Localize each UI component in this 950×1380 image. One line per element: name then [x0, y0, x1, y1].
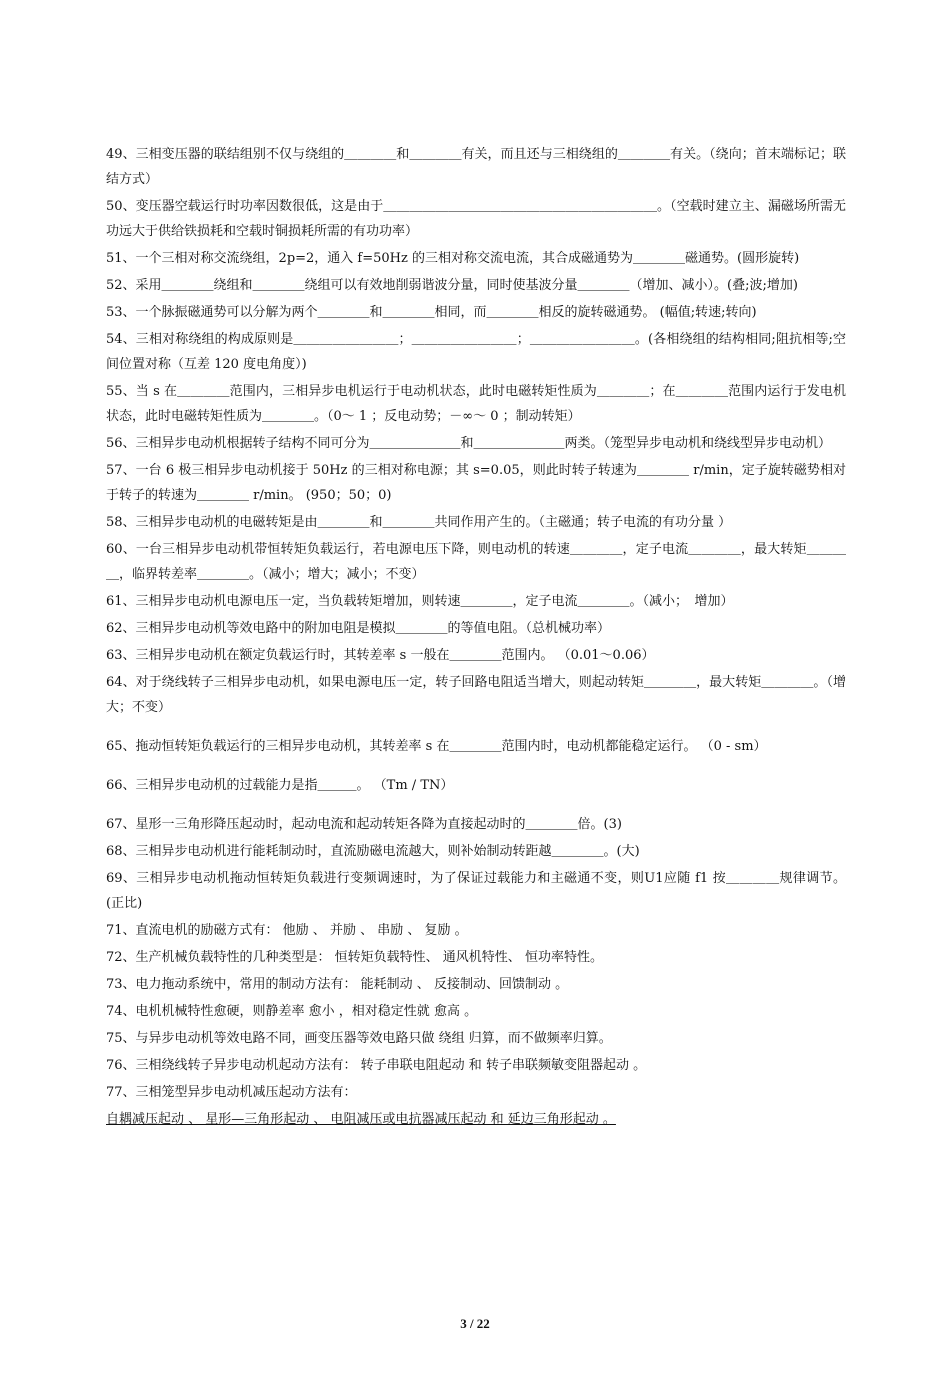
question-73: 73、电力拖动系统中，常用的制动方法有： 能耗制动 、 反接制动、回馈制动 。: [106, 977, 569, 992]
question-67: 67、星形一三角形降压起动时，起动电流和起动转矩各降为直接起动时的＿＿＿＿倍。(3): [106, 817, 622, 832]
question-51: 51、一个三相对称交流绕组，2p=2，通入 f=50Hz 的三相对称交流电流，其合成磁通势为＿＿＿＿磁通势。(圆形旋转): [106, 251, 800, 266]
question-60: 60、一台三相异步电动机带恒转矩负载运行，若电源电压下降，则电动机的转速＿＿＿＿，定子电流＿＿＿＿，最大转矩＿＿＿＿，临界转差率＿＿＿＿。（减小；增大；减小；不变）: [106, 542, 846, 582]
question-77: 77、三相笼型异步电动机减压起动方法有：: [106, 1085, 357, 1100]
question-61: 61、三相异步电动机电源电压一定，当负载转矩增加，则转速＿＿＿＿，定子电流＿＿＿＿。（减小； 增加）: [106, 594, 734, 609]
question-77-answer: 自耦减压起动 、 星形—三角形起动 、 电阻减压或电抗器减压起动 和 延边三角形起动 。: [106, 1112, 616, 1127]
question-71: 71、直流电机的励磁方式有： 他励 、 并励 、 串励 、 复励 。: [106, 923, 468, 938]
question-54: 54、三相对称绕组的构成原则是＿＿＿＿＿＿＿＿；＿＿＿＿＿＿＿＿；＿＿＿＿＿＿＿＿。(各相绕组的结构相同;阻抗相等;空间位置对称（互差 120 度电角度）): [106, 332, 846, 372]
question-74: 74、电机机械特性愈硬，则静差率 愈小 ，相对稳定性就 愈高 。: [106, 1004, 478, 1019]
question-72: 72、生产机械负载特性的几种类型是： 恒转矩负载特性、 通风机特性、 恒功率特性。: [106, 950, 603, 965]
question-65: 65、拖动恒转矩负载运行的三相异步电动机，其转差率 s 在＿＿＿＿范围内时，电动机都能稳定运行。 （0 - sm）: [106, 739, 767, 754]
question-57: 57、一台 6 极三相异步电动机接于 50Hz 的三相对称电源；其 s=0.05，则此时转子转速为＿＿＿＿ r/min，定子旋转磁势相对于转子的转速为＿＿＿＿ r/min。 (950；50；0): [106, 463, 846, 503]
question-64: 64、对于绕线转子三相异步电动机，如果电源电压一定，转子回路电阻适当增大，则起动转矩＿＿＿＿，最大转矩＿＿＿＿。（增大；不变）: [106, 675, 846, 715]
question-69: 69、三相异步电动机拖动恒转矩负载进行变频调速时，为了保证过载能力和主磁通不变，则U1应随 f1 按＿＿＿＿规律调节。 (正比): [106, 871, 846, 911]
question-63: 63、三相异步电动机在额定负载运行时，其转差率 s 一般在＿＿＿＿范围内。 （0.01～0.06）: [106, 648, 655, 663]
question-58: 58、三相异步电动机的电磁转矩是由＿＿＿＿和＿＿＿＿共同作用产生的。（主磁通；转子电流的有功分量 ）: [106, 515, 732, 530]
question-56: 56、三相异步电动机根据转子结构不同可分为＿＿＿＿＿＿＿和＿＿＿＿＿＿＿两类。（笼型异步电动机和绕线型异步电动机）: [106, 436, 832, 451]
question-75: 75、与异步电动机等效电路不同，画变压器等效电路只做 绕组 归算，而不做频率归算。: [106, 1031, 612, 1046]
question-52: 52、采用＿＿＿＿绕组和＿＿＿＿绕组可以有效地削弱谐波分量，同时使基波分量＿＿＿＿（增加、减小）。(叠;波;增加): [106, 278, 798, 293]
question-66: 66、三相异步电动机的过载能力是指＿＿＿。 （Tm / TN）: [106, 778, 454, 793]
question-53: 53、一个脉振磁通势可以分解为两个＿＿＿＿和＿＿＿＿相同，而＿＿＿＿相反的旋转磁通势。 (幅值;转速;转向): [106, 305, 757, 320]
question-62: 62、三相异步电动机等效电路中的附加电阻是模拟＿＿＿＿的等值电阻。（总机械功率）: [106, 621, 611, 636]
question-49: 49、三相变压器的联结组别不仅与绕组的＿＿＿＿和＿＿＿＿有关，而且还与三相绕组的＿＿＿＿有关。（绕向；首末端标记；联结方式）: [106, 147, 846, 187]
question-76: 76、三相绕线转子异步电动机起动方法有： 转子串联电阻起动 和 转子串联频敏变阻器起动 。: [106, 1058, 647, 1073]
question-68: 68、三相异步电动机进行能耗制动时，直流励磁电流越大，则补始制动转距越＿＿＿＿。(大): [106, 844, 640, 859]
page-number: 3 / 22: [460, 1316, 490, 1331]
question-55: 55、当 s 在＿＿＿＿范围内，三相异步电机运行于电动机状态，此时电磁转矩性质为＿＿＿＿；在＿＿＿＿范围内运行于发电机状态，此时电磁转矩性质为＿＿＿＿。（0～ 1 ；反电动势；－∞～ 0 ；制动转矩）: [106, 384, 846, 424]
question-list: [106, 142, 846, 1134]
question-50: 50、变压器空载运行时功率因数很低，这是由于＿＿＿＿＿＿＿＿＿＿＿＿＿＿＿＿＿＿＿＿＿。（空载时建立主、漏磁场所需无功远大于供给铁损耗和空载时铜损耗所需的有功功率）: [106, 199, 846, 239]
